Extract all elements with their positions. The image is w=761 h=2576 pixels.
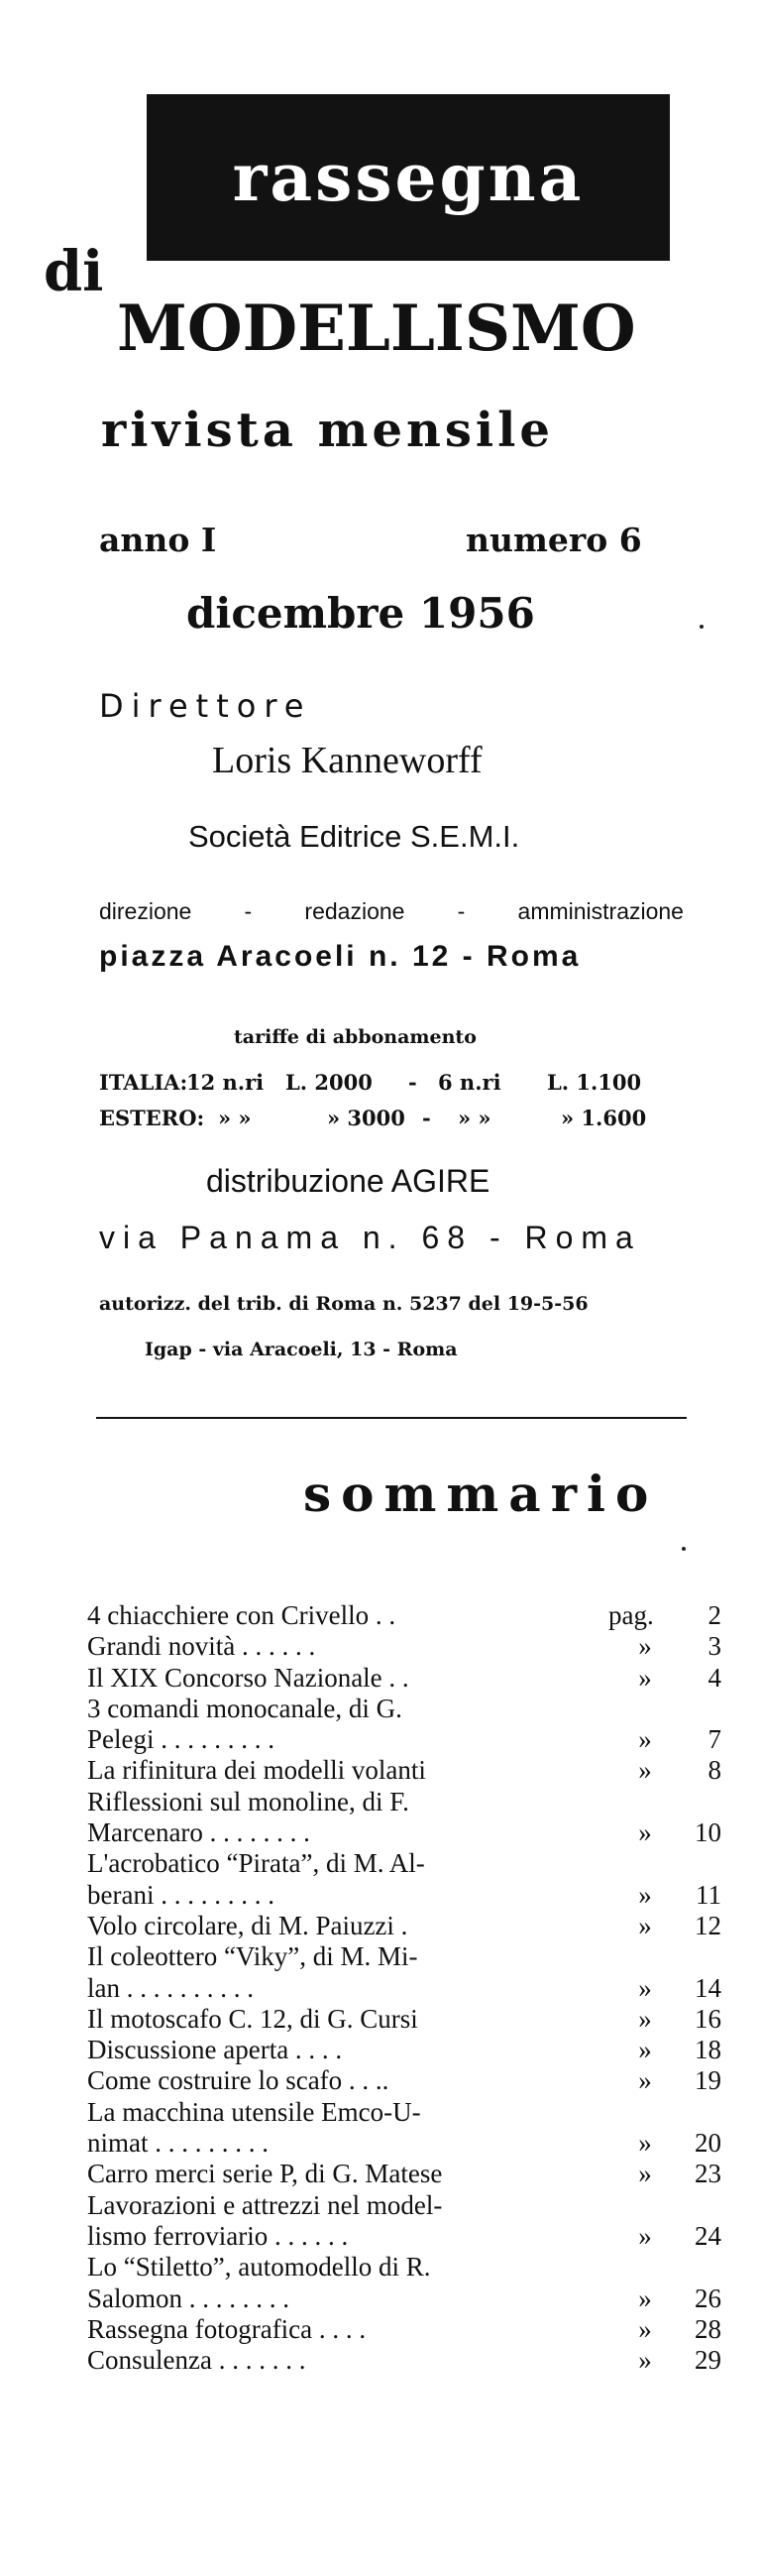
masthead-black-box: [147, 94, 670, 261]
contents-entry-title: Salomon . . . . . . . .: [87, 2283, 290, 2313]
subscription-issues: 12 n.ri: [186, 1070, 265, 1095]
contents-entry-page-marker: »: [638, 1631, 652, 1662]
subscription-country: ESTERO:: [99, 1106, 205, 1130]
contents-entry-page-number: 20: [695, 2128, 721, 2159]
contents-entry-page-number: 10: [695, 1817, 721, 1848]
subscription-price: L. 2000: [285, 1070, 373, 1095]
contents-entry-page-number: 16: [695, 2003, 721, 2034]
contents-entry: [87, 2065, 721, 2096]
contents-entry-title: Il coleottero “Viky”, di M. Mi-: [87, 1941, 418, 1972]
offices-line: [99, 900, 684, 923]
contents-entry-page-marker: »: [638, 2220, 652, 2251]
contents-entry-title: Grandi novità . . . . . .: [87, 1631, 316, 1662]
contents-entry-page-number: 23: [695, 2159, 721, 2189]
contents-entry: [87, 1817, 721, 1848]
subscription-country: ITALIA:: [99, 1070, 188, 1095]
contents-entry-page-number: 12: [695, 1910, 721, 1940]
section-divider: [96, 1417, 687, 1419]
contents-entry-title: Marcenaro . . . . . . . .: [87, 1817, 310, 1848]
offices-word: redazione: [304, 898, 405, 924]
masthead-rassegna: rassegna: [232, 139, 585, 216]
office-address: piazza Aracoeli n. 12 - Roma: [99, 940, 582, 973]
subscription-price: L. 1.100: [547, 1070, 642, 1095]
contents-entry: [87, 1848, 721, 1879]
contents-entry-title: Consulenza . . . . . . .: [87, 2345, 306, 2376]
contents-entry-title: Lo “Stiletto”, automodello di R.: [87, 2252, 431, 2283]
contents-entry-page-number: 4: [707, 1662, 721, 1693]
contents-entry-page-marker: pag.: [608, 1600, 654, 1630]
court-authorization: autorizz. del trib. di Roma n. 5237 del 19-5-56: [99, 1293, 589, 1315]
contents-entry-title: Rassegna fotografica . . . .: [87, 2313, 367, 2344]
subscription-separator: -: [422, 1106, 431, 1130]
subscription-separator: -: [408, 1070, 417, 1095]
subscription-price: » 3000: [327, 1106, 405, 1130]
contents-entry-title: Lavorazioni e attrezzi nel model-: [87, 2189, 443, 2220]
publisher: Società Editrice S.E.M.I.: [188, 819, 520, 854]
offices-separator: -: [244, 898, 253, 924]
distributor: distribuzione AGIRE: [206, 1163, 490, 1199]
contents-entry-title: L'acrobatico “Pirata”, di M. Al-: [87, 1848, 425, 1879]
masthead-di: di: [44, 239, 104, 304]
contents-entry: [87, 1694, 721, 1724]
contents-entry: [87, 1911, 721, 1941]
contents-entry-title: Il motoscafo C. 12, di G. Cursi: [87, 2003, 418, 2034]
contents-entry-page-marker: »: [638, 1724, 652, 1755]
contents-entry: [87, 1880, 721, 1911]
distributor-address: via Panama n. 68 - Roma: [99, 1220, 641, 1255]
contents-entry-title: Carro merci serie P, di G. Matese: [87, 2159, 443, 2189]
contents-entry: [87, 1600, 721, 1631]
contents-entry: [87, 2035, 721, 2065]
contents-entry-page-number: 26: [695, 2283, 721, 2313]
issue-year: anno I: [99, 521, 217, 559]
contents-entry: [87, 1663, 721, 1694]
contents-entry: [87, 2283, 721, 2314]
speck-mark: [682, 1547, 686, 1551]
contents-entry-page-marker: »: [638, 2345, 652, 2376]
contents-entry-page-marker: »: [638, 2159, 652, 2189]
contents-entry: [87, 1973, 721, 2004]
masthead-subtitle: rivista mensile: [101, 403, 554, 458]
contents-entry-page-number: 3: [707, 1631, 721, 1662]
contents-title: sommario: [303, 1464, 659, 1523]
contents-entry: [87, 2221, 721, 2252]
contents-entry: [87, 1941, 721, 1972]
contents-entry: [87, 1724, 721, 1755]
contents-entry: [87, 2097, 721, 2128]
contents-entry-page-marker: »: [638, 2313, 652, 2344]
contents-entry-page-marker: »: [638, 2065, 652, 2096]
contents-entry: [87, 1631, 721, 1662]
subscription-title: tariffe di abbonamento: [234, 1026, 477, 1048]
contents-entry-page-number: 18: [695, 2035, 721, 2065]
contents-entry-page-number: 24: [695, 2220, 721, 2251]
contents-entry-title: 4 chiacchiere con Crivello . .: [87, 1600, 396, 1630]
offices-word: direzione: [99, 898, 192, 924]
contents-entry-title: lan . . . . . . . . . .: [87, 1972, 254, 2003]
director-label: Direttore: [99, 687, 312, 725]
contents-entry: [87, 2345, 721, 2376]
contents-entry-page-number: 11: [696, 1879, 721, 1910]
contents-entry: [87, 2159, 721, 2189]
contents-entry-page-marker: »: [638, 1662, 652, 1693]
contents-entry-page-marker: »: [638, 1817, 652, 1848]
contents-entry-title: Il XIX Concorso Nazionale . .: [87, 1662, 409, 1693]
issue-date: dicembre 1956: [186, 589, 535, 638]
director-name: Loris Kanneworff: [212, 740, 483, 781]
contents-entry-page-marker: »: [638, 2283, 652, 2313]
contents-entry: [87, 2004, 721, 2035]
contents-entry-page-marker: »: [638, 1879, 652, 1910]
contents-entry: [87, 2314, 721, 2345]
contents-entry-page-number: 19: [695, 2065, 721, 2096]
contents-entry-title: lismo ferroviario . . . . . .: [87, 2220, 349, 2251]
contents-entry-page-number: 7: [707, 1724, 721, 1755]
contents-entry-page-number: 28: [695, 2313, 721, 2344]
contents-entry-page-marker: »: [638, 1910, 652, 1940]
contents-entry-page-marker: »: [638, 1755, 652, 1786]
contents-entry-title: 3 comandi monocanale, di G.: [87, 1693, 402, 1723]
contents-entry-title: Pelegi . . . . . . . . .: [87, 1724, 274, 1755]
contents-entry: [87, 1787, 721, 1817]
contents-entry-title: La rifinitura dei modelli volanti: [87, 1755, 426, 1786]
printer-line: Igap - via Aracoeli, 13 - Roma: [145, 1339, 458, 1360]
contents-entry: [87, 2252, 721, 2283]
contents-entry-page-marker: »: [638, 2003, 652, 2034]
contents-entry: [87, 2190, 721, 2221]
contents-entry-page-marker: »: [638, 2128, 652, 2159]
contents-entry-page-number: 2: [707, 1600, 721, 1630]
contents-entry-page-marker: »: [638, 1972, 652, 2003]
speck-mark: [700, 625, 704, 629]
subscription-issues: 6 n.ri: [438, 1070, 501, 1095]
contents-list: [87, 1600, 721, 2376]
contents-entry-title: La macchina utensile Emco-U-: [87, 2096, 421, 2127]
contents-entry-title: berani . . . . . . . . .: [87, 1879, 274, 1910]
subscription-price: » 1.600: [561, 1106, 647, 1130]
offices-word: amministrazione: [517, 898, 684, 924]
contents-entry-title: Come costruire lo scafo . . ..: [87, 2065, 389, 2096]
contents-entry-title: Riflessioni sul monoline, di F.: [87, 1786, 409, 1816]
contents-entry-page-number: 14: [695, 1972, 721, 2003]
contents-entry: [87, 1755, 721, 1786]
contents-entry-page-number: 8: [707, 1755, 721, 1786]
contents-entry-page-marker: »: [638, 2035, 652, 2065]
issue-number: numero 6: [466, 521, 642, 559]
contents-entry-title: Volo circolare, di M. Paiuzzi .: [87, 1910, 408, 1940]
contents-entry-page-number: 29: [695, 2345, 721, 2376]
contents-entry-title: Discussione aperta . . . .: [87, 2035, 343, 2065]
masthead-modellismo: MODELLISMO: [117, 292, 636, 366]
subscription-issues: » »: [218, 1106, 252, 1130]
contents-entry-title: nimat . . . . . . . . .: [87, 2128, 269, 2159]
offices-separator: -: [457, 898, 466, 924]
subscription-issues: » »: [458, 1106, 491, 1130]
contents-entry: [87, 2128, 721, 2159]
